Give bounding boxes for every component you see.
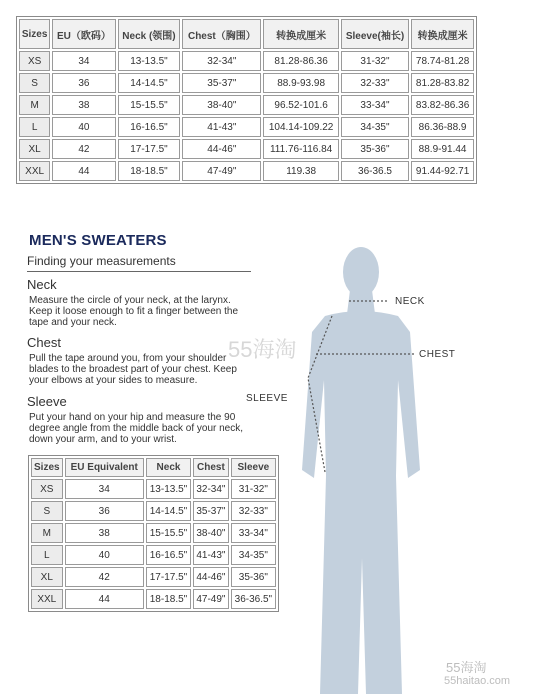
size-cell: XL <box>19 139 50 159</box>
table-cell: 34 <box>52 51 115 71</box>
size-cell: XL <box>31 567 63 587</box>
table-cell: 47-49" <box>182 161 261 181</box>
size-chart-table-cm <box>16 16 477 184</box>
table-cell: 14-14.5" <box>118 73 181 93</box>
desc-line: Keep it loose enough to fit a finger between the <box>29 306 239 317</box>
size-cell: XXL <box>31 589 63 609</box>
header-cell: EU Equivalent <box>65 458 144 477</box>
table-row <box>19 117 474 137</box>
table-cell: 36-36.5" <box>231 589 276 609</box>
table-row <box>31 567 276 587</box>
table-cell: 17-17.5" <box>118 139 181 159</box>
table-cell: 36-36.5 <box>341 161 409 181</box>
header-cell: Sizes <box>19 19 50 49</box>
table-cell: 31-32" <box>231 479 276 499</box>
neck-heading: Neck <box>27 277 57 292</box>
size-cell: XS <box>31 479 63 499</box>
table-cell: 18-18.5" <box>146 589 191 609</box>
size-cell: XS <box>19 51 50 71</box>
subtitle: Finding your measurements <box>27 254 176 268</box>
table-cell: 35-37" <box>193 501 229 521</box>
table-cell: 40 <box>52 117 115 137</box>
table-row <box>31 545 276 565</box>
table-cell: 86.36-88.9 <box>411 117 474 137</box>
table-cell: 104.14-109.22 <box>263 117 338 137</box>
table-cell: 40 <box>65 545 144 565</box>
table-cell: 32-33" <box>341 73 409 93</box>
table-cell: 16-16.5" <box>118 117 181 137</box>
size-cell: L <box>31 545 63 565</box>
table-row <box>31 589 276 609</box>
table-cell: 111.76-116.84 <box>263 139 338 159</box>
divider <box>27 271 251 272</box>
table-cell: 33-34" <box>341 95 409 115</box>
chest-heading: Chest <box>27 335 61 350</box>
table-cell: 42 <box>52 139 115 159</box>
sleeve-description <box>29 412 243 445</box>
table-cell: 13-13.5" <box>118 51 181 71</box>
table-cell: 35-37" <box>182 73 261 93</box>
table-cell: 44-46" <box>193 567 229 587</box>
table-row <box>31 523 276 543</box>
table-cell: 36 <box>65 501 144 521</box>
sleeve-heading: Sleeve <box>27 394 67 409</box>
table-cell: 88.9-91.44 <box>411 139 474 159</box>
watermark-url: 55haitao.com <box>444 675 511 687</box>
table-row <box>19 139 474 159</box>
neck-description <box>29 295 238 328</box>
neck-label: NECK <box>395 296 425 307</box>
header-cell: Chest（胸围） <box>182 19 261 49</box>
table-cell: 32-34" <box>193 479 229 499</box>
table-cell: 35-36" <box>341 139 409 159</box>
body-silhouette <box>302 247 420 694</box>
header-cell: 转换成厘米 <box>263 19 338 49</box>
size-cell: M <box>31 523 63 543</box>
desc-line: blades to the broadest part of your chest. Keep <box>29 364 237 375</box>
chest-description <box>29 353 237 386</box>
table-header-row <box>31 458 276 477</box>
table-cell: 36 <box>52 73 115 93</box>
table-header-row <box>19 19 474 49</box>
header-cell: Sleeve <box>231 458 276 477</box>
table-cell: 44 <box>65 589 144 609</box>
header-cell: 转换成厘米 <box>411 19 474 49</box>
desc-line: Put your hand on your hip and measure the 90 <box>29 412 236 423</box>
table-row <box>19 161 474 181</box>
table-row <box>19 95 474 115</box>
table-cell: 35-36" <box>231 567 276 587</box>
table-cell: 38 <box>52 95 115 115</box>
table-cell: 34-35" <box>341 117 409 137</box>
table-cell: 83.82-86.36 <box>411 95 474 115</box>
table-row <box>31 501 276 521</box>
table-cell: 14-14.5" <box>146 501 191 521</box>
table-cell: 13-13.5" <box>146 479 191 499</box>
table-cell: 96.52-101.6 <box>263 95 338 115</box>
size-cell: L <box>19 117 50 137</box>
sleeve-label: SLEEVE <box>246 393 288 404</box>
size-cell: S <box>19 73 50 93</box>
header-cell: Neck <box>146 458 191 477</box>
header-cell: Sleeve(袖长) <box>341 19 409 49</box>
table-cell: 81.28-83.82 <box>411 73 474 93</box>
table-cell: 44-46" <box>182 139 261 159</box>
table-cell: 38-40" <box>193 523 229 543</box>
table-cell: 16-16.5" <box>146 545 191 565</box>
header-cell: Sizes <box>31 458 63 477</box>
table-cell: 47-49" <box>193 589 229 609</box>
table-row <box>19 51 474 71</box>
page-title: MEN'S SWEATERS <box>29 232 167 249</box>
watermark-corner: 55海淘 <box>446 660 487 675</box>
table-cell: 38 <box>65 523 144 543</box>
table-cell: 119.38 <box>263 161 338 181</box>
table-cell: 18-18.5" <box>118 161 181 181</box>
table-cell: 78.74-81.28 <box>411 51 474 71</box>
table-cell: 81.28-86.36 <box>263 51 338 71</box>
table-cell: 34 <box>65 479 144 499</box>
table-cell: 15-15.5" <box>118 95 181 115</box>
table-cell: 32-34" <box>182 51 261 71</box>
table-cell: 33-34" <box>231 523 276 543</box>
size-cell: S <box>31 501 63 521</box>
table-cell: 44 <box>52 161 115 181</box>
chest-label: CHEST <box>419 349 456 360</box>
desc-line: your elbows at your sides to measure. <box>29 375 198 386</box>
desc-line: down your arm, and to your wrist. <box>29 434 177 445</box>
table-cell: 17-17.5" <box>146 567 191 587</box>
table-cell: 88.9-93.98 <box>263 73 338 93</box>
table-cell: 15-15.5" <box>146 523 191 543</box>
table-cell: 38-40" <box>182 95 261 115</box>
table-cell: 34-35" <box>231 545 276 565</box>
table-cell: 41-43" <box>193 545 229 565</box>
desc-line: Measure the circle of your neck, at the larynx. <box>29 295 231 306</box>
size-chart-table-inches <box>28 455 279 612</box>
size-cell: M <box>19 95 50 115</box>
size-cell: XXL <box>19 161 50 181</box>
table-cell: 41-43" <box>182 117 261 137</box>
table-row <box>19 73 474 93</box>
table-cell: 91.44-92.71 <box>411 161 474 181</box>
header-cell: Neck (领围) <box>118 19 181 49</box>
desc-line: tape and your neck. <box>29 317 117 328</box>
table-cell: 32-33" <box>231 501 276 521</box>
table-cell: 31-32" <box>341 51 409 71</box>
header-cell: EU（欧码） <box>52 19 115 49</box>
desc-line: degree angle from the middle back of your neck, <box>29 423 244 434</box>
header-cell: Chest <box>193 458 229 477</box>
desc-line: Pull the tape around you, from your shoulder <box>29 353 227 364</box>
table-row <box>31 479 276 499</box>
watermark-center: 55海淘 <box>228 337 297 362</box>
table-cell: 42 <box>65 567 144 587</box>
